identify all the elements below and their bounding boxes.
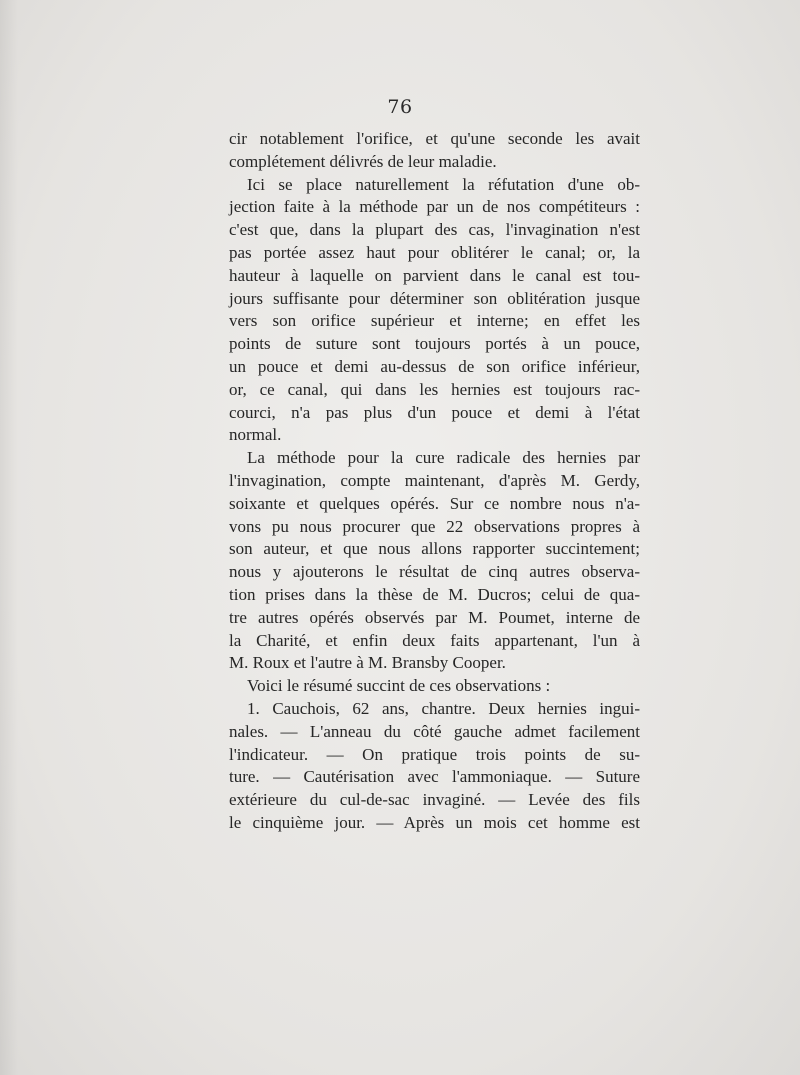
body-text	[229, 128, 640, 835]
text-line: c'est que, dans la plupart des cas, l'invagination n'est	[229, 220, 640, 240]
text-line: la Charité, et enfin deux faits appartenant, l'un à	[229, 630, 640, 650]
text-line: Ici se place naturellement la réfutation d'une ob-	[247, 174, 640, 194]
text-line: l'invagination, compte maintenant, d'après M. Gerdy,	[229, 470, 640, 490]
text-line: pas portée assez haut pour oblitérer le canal; or, la	[229, 242, 640, 262]
text-line: complétement délivrés de leur maladie.	[229, 151, 497, 171]
text-line: jours suffisante pour déterminer son oblitération jusque	[229, 288, 640, 308]
text-line: l'indicateur. — On pratique trois points de su-	[229, 744, 640, 764]
text-line: 1. Cauchois, 62 ans, chantre. Deux hernies ingui-	[247, 698, 640, 718]
text-line: soixante et quelques opérés. Sur ce nombre nous n'a-	[229, 493, 640, 513]
text-line: vers son orifice supérieur et interne; en effet les	[229, 311, 640, 331]
text-line: La méthode pour la cure radicale des hernies par	[247, 448, 640, 468]
text-line: le cinquième jour. — Après un mois cet homme est	[229, 812, 640, 832]
text-line: nous y ajouterons le résultat de cinq autres observa-	[229, 562, 640, 582]
text-line: cir notablement l'orifice, et qu'une seconde les avait	[229, 129, 640, 148]
text-line: tre autres opérés observés par M. Poumet, interne de	[229, 607, 640, 627]
text-line: normal.	[229, 425, 282, 445]
text-line: Voici le résumé succint de ces observations :	[247, 676, 551, 696]
text-line: M. Roux et l'autre à M. Bransby Cooper.	[229, 653, 506, 673]
text-line: extérieure du cul-de-sac invaginé. — Levée des fils	[229, 790, 640, 810]
text-line: points de suture sont toujours portés à un pouce,	[229, 334, 640, 354]
text-line: tion prises dans la thèse de M. Ducros; celui de qua-	[229, 584, 640, 604]
text-line: ture. — Cautérisation avec l'ammoniaque. — Suture	[229, 767, 640, 787]
text-line: hauteur à laquelle on parvient dans le canal est tou-	[229, 265, 640, 285]
text-line: jection faite à la méthode par un de nos compétiteurs :	[229, 197, 640, 217]
page-number: 76	[387, 96, 413, 118]
text-line: nales. — L'anneau du côté gauche admet facilement	[229, 721, 640, 741]
text-line: courci, n'a pas plus d'un pouce et demi à l'état	[229, 402, 640, 422]
text-line: or, ce canal, qui dans les hernies est toujours rac-	[229, 379, 640, 399]
text-line: vons pu nous procurer que 22 observations propres à	[229, 516, 640, 536]
text-line: un pouce et demi au-dessus de son orifice inférieur,	[229, 356, 640, 376]
text-line: son auteur, et que nous allons rapporter succintement;	[229, 539, 640, 559]
